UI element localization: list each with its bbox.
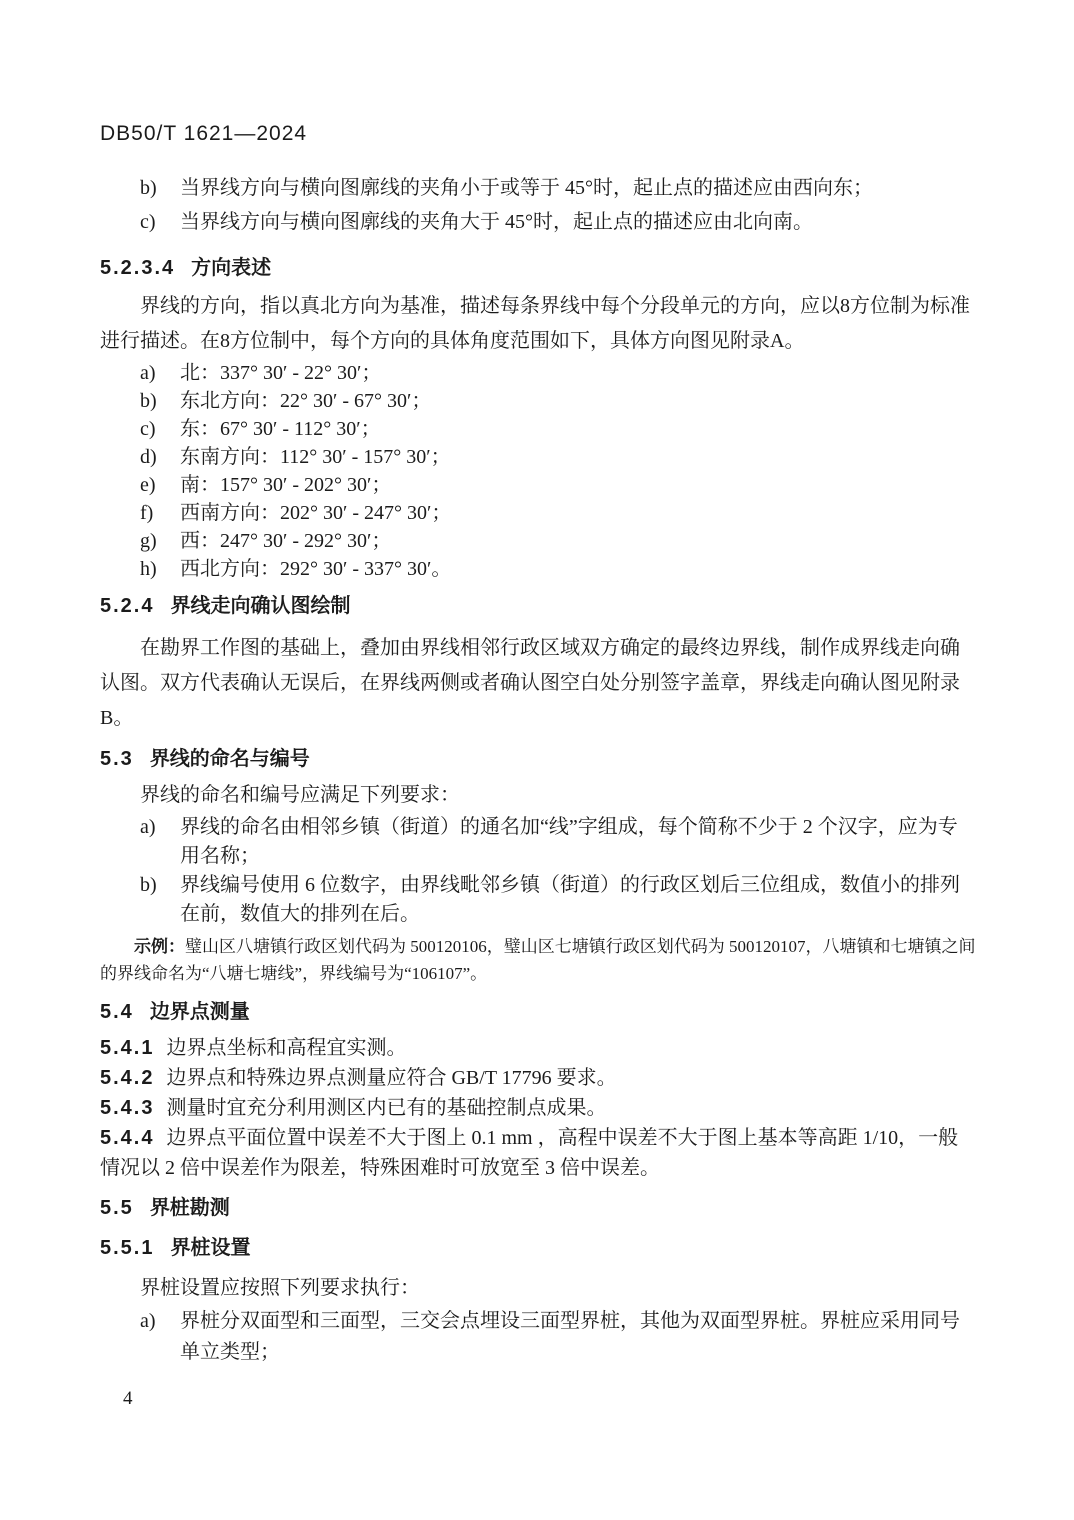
list-item-label: f): [140, 502, 154, 524]
list-item-text: 界桩分双面型和三面型，三交会点埋设三面型界桩，其他为双面型界桩。界桩应采用同号单立类型；: [180, 1310, 960, 1363]
list-item-label: c): [140, 418, 156, 440]
document-code: DB50/T 1621—2024: [100, 122, 308, 145]
list-item-label: h): [140, 558, 157, 580]
list-item-label: e): [140, 474, 156, 496]
list-item-label: b): [140, 177, 157, 199]
section-title: 界桩设置: [170, 1237, 251, 1259]
clause: [100, 1093, 977, 1123]
section-title: 界桩勘测: [149, 1197, 230, 1219]
list-item: [100, 387, 977, 415]
naming-requirement-list: [100, 813, 977, 929]
list-item: [100, 813, 977, 871]
list-item-label: a): [140, 816, 156, 838]
section-number: 5.2.4: [100, 595, 155, 617]
section-number: 5.4: [100, 1001, 134, 1023]
section-heading-5-2-3-4: [100, 255, 977, 281]
lead-paragraph: 界桩设置应按照下列要求执行：: [140, 1277, 420, 1299]
list-item: [100, 1306, 977, 1368]
section-number: 5.2.3.4: [100, 257, 176, 279]
section-heading-5-5-1: [100, 1235, 977, 1261]
list-item-label: g): [140, 530, 157, 552]
list-item: [100, 471, 977, 499]
paragraph: 界线的方向，指以真北方向为基准，描述每条界线中每个分段单元的方向，应以8方位制为标准进行描述。在8方位制中，每个方向的具体角度范围如下，具体方向图见附录A。: [100, 295, 970, 352]
list-item: [100, 527, 977, 555]
list-item: [100, 443, 977, 471]
section-title: 界线的命名与编号: [149, 748, 310, 770]
list-item-label: c): [140, 211, 156, 233]
list-item: [100, 871, 977, 929]
list-item-text: 东南方向：112° 30′ - 157° 30′；: [180, 446, 451, 468]
list-item: [100, 359, 977, 387]
list-item-text: 西南方向：202° 30′ - 247° 30′；: [180, 502, 452, 524]
clause-number: 5.4.4: [100, 1127, 155, 1149]
section-heading-5-5: [100, 1195, 977, 1221]
clause-number: 5.4.3: [100, 1097, 155, 1119]
list-item-text: 南：157° 30′ - 202° 30′；: [180, 474, 392, 496]
clause: [100, 1123, 977, 1183]
section-heading-5-4: [100, 999, 977, 1025]
section-title: 方向表述: [191, 257, 272, 279]
list-item-text: 东：67° 30′ - 112° 30′；: [180, 418, 381, 440]
clause-number: 5.4.2: [100, 1067, 155, 1089]
clause-text: 边界点和特殊边界点测量应符合 GB/T 17796 要求。: [166, 1067, 617, 1089]
direction-list: [100, 359, 977, 583]
lead-paragraph: 界线的命名和编号应满足下列要求：: [140, 784, 460, 806]
list-item-text: 东北方向：22° 30′ - 67° 30′；: [180, 390, 432, 412]
clause-list-continued: [100, 171, 977, 239]
section-heading-5-3: [100, 746, 977, 772]
list-item-text: 当界线方向与横向图廓线的夹角大于 45°时，起止点的描述应由北向南。: [180, 211, 813, 233]
example-label: 示例：: [134, 937, 185, 956]
clauses-5-4: [100, 1033, 977, 1183]
clause-number: 5.4.1: [100, 1037, 155, 1059]
list-item-text: 西北方向：292° 30′ - 337° 30′。: [180, 558, 452, 580]
section-number: 5.3: [100, 748, 134, 770]
paragraph: 在勘界工作图的基础上，叠加由界线相邻行政区域双方确定的最终边界线，制作成界线走向确认图。双方代表确认无误后，在界线两侧或者确认图空白处分别签字盖章，界线走向确认图见附录B。: [100, 637, 960, 729]
clause-text: 测量时宜充分利用测区内已有的基础控制点成果。: [166, 1097, 607, 1119]
section-number: 5.5.1: [100, 1237, 155, 1259]
list-item-label: a): [140, 362, 156, 384]
list-item: [100, 171, 977, 205]
list-item: [100, 499, 977, 527]
page-number: 4: [123, 1388, 133, 1409]
marker-requirement-list: [100, 1306, 977, 1368]
list-item-label: b): [140, 874, 157, 896]
list-item: [100, 555, 977, 583]
list-item-label: a): [140, 1310, 156, 1332]
list-item-label: d): [140, 446, 157, 468]
list-item: [100, 205, 977, 239]
list-item-text: 界线编号使用 6 位数字，由界线毗邻乡镇（街道）的行政区划后三位组成，数值小的排列在前，数值大的排列在后。: [180, 874, 960, 925]
list-item: [100, 415, 977, 443]
clause-text: 边界点坐标和高程宜实测。: [166, 1037, 407, 1059]
section-title: 边界点测量: [149, 1001, 250, 1023]
example-note: [100, 933, 977, 987]
list-item-text: 当界线方向与横向图廓线的夹角小于或等于 45°时，起止点的描述应由西向东；: [180, 177, 873, 199]
clause: [100, 1033, 977, 1063]
list-item-text: 界线的命名由相邻乡镇（街道）的通名加“线”字组成，每个简称不少于 2 个汉字，应为专用名称；: [180, 816, 958, 867]
list-item-text: 北：337° 30′ - 22° 30′；: [180, 362, 382, 384]
list-item-label: b): [140, 390, 157, 412]
section-number: 5.5: [100, 1197, 134, 1219]
clause-text: 边界点平面位置中误差不大于图上 0.1 mm ，高程中误差不大于图上基本等高距 1/10，一般情况以 2 倍中误差作为限差，特殊困难时可放宽至 3 倍中误差。: [100, 1127, 959, 1179]
clause: [100, 1063, 977, 1093]
example-text: 璧山区八塘镇行政区划代码为 500120106，璧山区七塘镇行政区划代码为 500120107，八塘镇和七塘镇之间的界线命名为“八塘七塘线”，界线编号为“106107”。: [100, 937, 976, 983]
section-heading-5-2-4: [100, 593, 977, 619]
list-item-text: 西：247° 30′ - 292° 30′；: [180, 530, 392, 552]
section-title: 界线走向确认图绘制: [170, 595, 351, 617]
